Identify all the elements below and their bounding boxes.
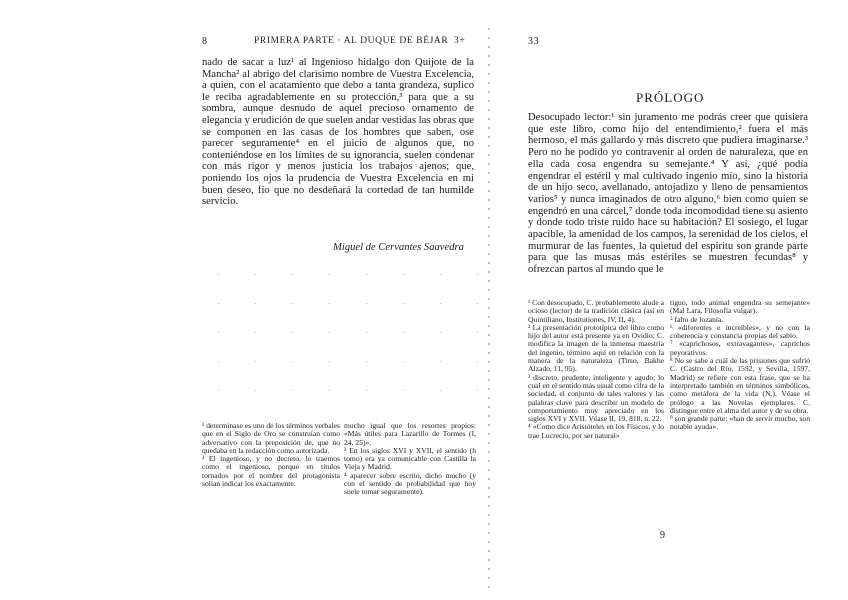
left-running-head-extra: 3+ bbox=[454, 36, 466, 46]
prologue-title: PRÓLOGO bbox=[636, 90, 705, 105]
left-running-head: PRIMERA PARTE · AL DUQUE DE BÉJAR bbox=[254, 36, 449, 46]
page-specks bbox=[200, 260, 480, 410]
right-body-text: Desocupado lector:¹ sin juramento me podrás creer que quisiera que este libro, como hijo del entendimiento,² fuera el más hermoso, el más gallardo y más discreto que pudiera imaginarse.³ Pero no he podido yo contravenir al orden de naturaleza, que en ella cada cosa engendra su semejante.⁴ Y así, ¿qué podía engendrar el estéril y mal cultivado ingenio mío, sino la historia de un hijo seco, avellanado, antojadizo y lleno de pensamientos varios⁵ y nunca imaginados de otro alguno,⁶ bien como quien se engendró en una cárcel,⁷ donde toda incomodidad tiene su asiento y donde todo triste ruido hace su habitación? El sosiego, el lugar apacible, la amenidad de los campos, la serenidad de los cielos, el murmurar de las fuentes, la quietud del espíritu son grande parte para que las musas más estériles se muestren fecundas⁸ y ofrezcan partos al mundo que le bbox=[528, 112, 808, 276]
signature: Miguel de Cervantes Saavedra bbox=[333, 242, 464, 253]
left-footnotes-col2: mucho igual que los resortes propios: «Más útiles para Lazarillo de Tormes (I, 24, 25)». ³ En los siglos XVI y XVII, el sentido (h tomo) era ya comunicable con Castilla la Vieja y Madrid. ⁴ aparecer sobre escrito, dicho mucho (y con el sentido de probabilidad que hoy suele tomar seguramente). bbox=[344, 421, 476, 497]
left-footnotes-col1: ¹ determinase es uno de los términos verbales que en el Siglo de Oro se construían como adversativo con la preposición de, que no quedaba en la redacción como autorizada. ² El ingenioso, y no decreto, lo traemos como el ingenioso, porque en títulos tornados por el nombre del protagonista solían indicar los exactamente. bbox=[202, 421, 340, 489]
right-page-number: 33 bbox=[528, 36, 540, 47]
left-page-number: 8 bbox=[202, 36, 208, 47]
right-footnotes-col2: tiguo, todo animal engendra su semejante» (Mal Lara, Filosofía vulgar). ⁵ falto de lozanía. ⁶ «diferentes e increíbles», y no con la coherencia y constancia propias del sabio. ⁷ «caprichosos, extravagantes», caprichos peyorativos. ⁸ No se sabe a cuál de las prisiones que sufrió C. (Castro del Río, 1592, y Sevilla, 1597, Madrid) se refiere con esta frase, que se ha interpretado también en términos simbólicos, como metáfora de la vida (N.). Véase el prólogo a las Novelas ejemplares. C. distingue entre el alma del autor y de su obra. ⁹ son grande parte: «han de servir mucho, son notable ayuda». bbox=[670, 298, 810, 432]
left-body-text: nado de sacar a luz¹ al Ingenioso hidalgo don Quijote de la Mancha² al abrigo del clarísimo nombre de Vuestra Excelencia, a quien, con el acatamiento que debo a tanta grandeza, suplico le reciba agradablemente en su protección,³ para que a su sombra, aunque desnudo de aquel precioso ornamento de elegancia y erudición de que suelen andar vestidas las obras que se componen en las casas de los hombres que saben, ose parecer seguramente⁴ en el juicio de algunos que, no conteniéndose en los límites de su ignorancia, suelen condenar con más rigor y menos justicia los trabajos ajenos; que, poniendo los ojos la prudencia de Vuestra Excelencia en mi buen deseo, fío que no desdeñará la cortedad de tan humilde servicio. bbox=[202, 57, 474, 208]
right-footnotes-col1: ¹ Con desocupado, C. probablemente alude a ocioso (lector) de la tradición clásica (así en Quintiliano, Institutiones, IV, II, 4). ² La presentación prototípica del libro como hijo del autor está presente ya en Ovidio; C. modifica la imagen de la inmensa maestría del ingenio, término aquí en relación con la manera de la naturaleza (Tirso, Bakhe Alzado, 11, 95). ³ discreto, prudente, inteligente y agudo; lo cual en el sentido más usual como cifra de la sociedad, el conjunto de tales valores y las palabras clave para describir un modelo de comportamiento muy apreciado en los siglos XVI y XVII. Véase II, 19, 818, n. 22. ⁴ «Como dice Aristóteles en los Físicos, y lo trae Lucrecio, por ser natural» bbox=[528, 298, 665, 440]
folio-number: 9 bbox=[660, 530, 665, 541]
